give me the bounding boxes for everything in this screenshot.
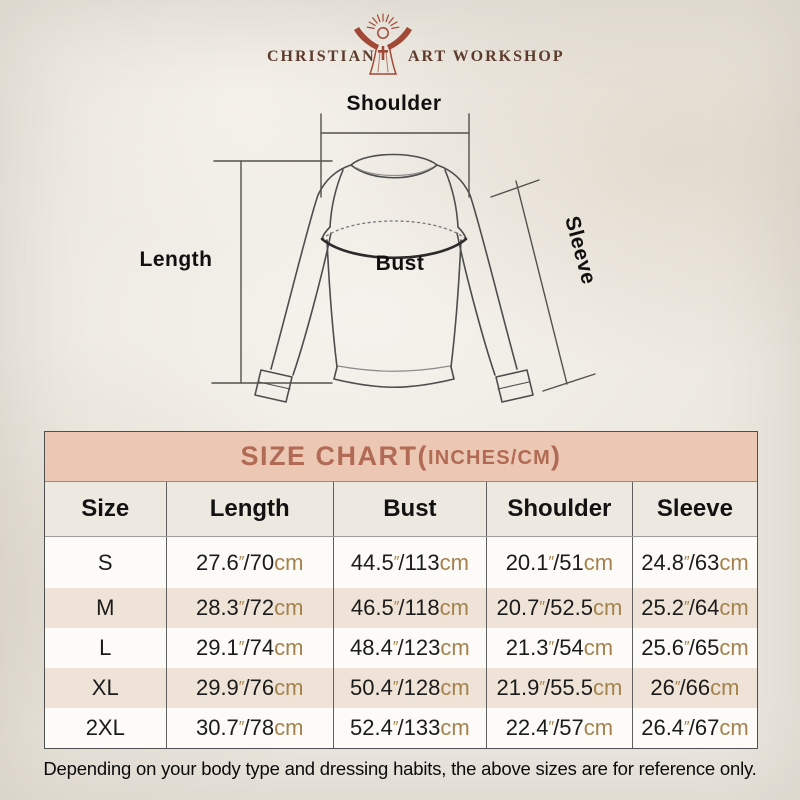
cm-label: cm <box>440 635 470 660</box>
size-chart-table-element <box>45 482 757 748</box>
inches-value: 20.7 <box>496 595 540 620</box>
diagram-label-shoulder: Shoulder <box>346 92 442 115</box>
cm-label: cm <box>439 549 469 575</box>
inch-mark: ″ <box>392 679 398 696</box>
measurement-cell <box>486 588 632 628</box>
inches-value: 25.6 <box>641 635 685 660</box>
cm-value: /65 <box>688 635 720 660</box>
measurement-cell <box>486 628 632 668</box>
table-row <box>45 537 757 589</box>
measurement-cell <box>333 628 486 668</box>
cm-label: cm <box>592 595 623 620</box>
inch-mark: ″ <box>238 599 244 616</box>
cm-value: /52.5 <box>544 595 593 620</box>
christ-logo-icon <box>354 14 412 74</box>
left-body-side <box>327 240 337 367</box>
inches-value: 21.3 <box>505 635 549 660</box>
table-row <box>45 628 757 668</box>
inches-value: 52.4 <box>350 715 393 740</box>
inch-mark: ″ <box>684 719 689 736</box>
diagram-label-sleeve: Sleeve <box>560 213 601 287</box>
collar-outer-top <box>351 155 437 166</box>
measurement-cell <box>166 588 333 628</box>
inches-value: 29.9 <box>195 675 239 700</box>
cm-label: cm <box>583 549 614 575</box>
inches-value: 26 <box>650 675 675 700</box>
inch-mark: ″ <box>392 719 398 736</box>
sleeve-measure-line <box>516 181 567 384</box>
measurement-cell <box>632 588 757 628</box>
inch-mark: ″ <box>548 639 554 656</box>
inch-mark: ″ <box>238 679 244 696</box>
left-sleeve-outer <box>271 165 351 369</box>
cm-value: /63 <box>688 549 720 575</box>
cm-value: /57 <box>553 715 584 740</box>
size-cell: XL <box>91 675 119 700</box>
inch-mark: ″ <box>674 679 680 696</box>
cm-label: cm <box>274 635 304 660</box>
inch-mark: ″ <box>548 553 554 571</box>
measurement-cell <box>333 708 486 748</box>
inches-value: 44.5 <box>350 549 394 575</box>
cm-value: /72 <box>243 595 275 620</box>
cm-value: /113 <box>398 549 440 575</box>
sweater-outline <box>255 155 533 403</box>
inch-mark: ″ <box>548 719 554 736</box>
inch-mark: ″ <box>684 553 689 571</box>
bust-line-dashed <box>322 221 466 239</box>
size-cell: L <box>99 635 112 660</box>
measurement-cell <box>486 708 632 748</box>
table-row <box>45 588 757 628</box>
table-row <box>45 668 757 708</box>
measurement-cell <box>166 537 333 589</box>
size-cell: S <box>97 549 113 575</box>
inch-mark: ″ <box>393 553 399 571</box>
sleeve-tick-bottom <box>543 374 595 391</box>
inch-mark: ″ <box>539 599 545 616</box>
measurement-cell <box>333 668 486 708</box>
table-header-row <box>45 482 757 537</box>
measurement-cell <box>632 668 757 708</box>
cm-value: /54 <box>553 635 584 660</box>
table-row <box>45 708 757 748</box>
right-raglan-seam <box>445 170 458 227</box>
size-table-body <box>45 537 757 749</box>
size-chart-title-main: SIZE CHART( <box>240 441 428 471</box>
cm-value: /51 <box>553 549 584 575</box>
inches-value: 21.9 <box>496 675 540 700</box>
right-sleeve-outer <box>437 165 517 369</box>
inch-mark: ″ <box>238 553 244 571</box>
inches-value: 30.7 <box>195 715 239 740</box>
cm-label: cm <box>719 595 749 620</box>
brand-name-left: CHRISTIAN <box>267 48 376 65</box>
measurement-cell <box>632 628 757 668</box>
inches-value: 22.4 <box>505 715 549 740</box>
column-header-length: Length <box>166 482 333 537</box>
sun-rays-icon <box>367 14 399 28</box>
column-header-shoulder: Shoulder <box>486 482 632 537</box>
inches-value: 20.1 <box>505 549 549 575</box>
diagram-label-bust: Bust <box>375 252 425 275</box>
right-sleeve-inner <box>457 233 495 375</box>
size-chart-table <box>44 431 758 749</box>
inches-value: 25.2 <box>641 595 685 620</box>
right-cuff <box>496 370 533 402</box>
left-sleeve-inner <box>293 233 331 375</box>
inch-mark: ″ <box>684 639 689 656</box>
size-chart-title-units: INCHES/CM <box>427 446 552 469</box>
cm-label: cm <box>439 595 469 620</box>
inch-mark: ″ <box>238 719 244 736</box>
inches-value: 50.4 <box>350 675 393 700</box>
cm-value: /55.5 <box>544 675 593 700</box>
inches-value: 27.6 <box>195 549 239 575</box>
right-body-side <box>451 240 461 367</box>
cm-label: cm <box>592 675 623 700</box>
cm-label: cm <box>583 715 614 740</box>
hem-rib-top <box>338 366 450 371</box>
cm-label: cm <box>719 715 749 740</box>
brand-name-right: ART WORKSHOP <box>408 48 565 65</box>
sleeve-tick-top <box>491 180 539 197</box>
cm-value: /78 <box>243 715 275 740</box>
cm-value: /123 <box>397 635 441 660</box>
cm-label: cm <box>274 715 304 740</box>
cm-value: /67 <box>688 715 720 740</box>
inch-mark: ″ <box>393 599 399 616</box>
cm-label: cm <box>274 595 304 620</box>
left-cuff <box>255 370 292 402</box>
column-header-bust: Bust <box>333 482 486 537</box>
right-arm-icon <box>387 27 412 50</box>
head-icon <box>378 28 388 38</box>
cm-label: cm <box>710 675 740 700</box>
cm-value: /64 <box>688 595 720 620</box>
measurement-cell <box>166 708 333 748</box>
cm-label: cm <box>440 715 470 740</box>
measurement-cell <box>632 708 757 748</box>
cm-label: cm <box>274 675 304 700</box>
column-header-size: Size <box>45 482 166 537</box>
right-cuff-rib <box>498 382 529 389</box>
left-armpit <box>322 227 330 239</box>
disclaimer-note: Depending on your body type and dressing habits, the above sizes are for reference only. <box>43 758 757 779</box>
inch-mark: ″ <box>392 639 398 656</box>
cm-value: /66 <box>679 675 711 700</box>
cm-label: cm <box>274 549 304 575</box>
cm-value: /70 <box>243 549 275 575</box>
inches-value: 24.8 <box>641 549 685 575</box>
inch-mark: ″ <box>238 639 244 656</box>
measurement-cell <box>486 537 632 589</box>
cm-value: /128 <box>397 675 441 700</box>
hem-bottom <box>334 367 454 387</box>
cm-value: /133 <box>397 715 441 740</box>
size-table-header <box>45 482 757 537</box>
inches-value: 48.4 <box>350 635 393 660</box>
size-chart-title-close: ) <box>551 441 562 471</box>
measurement-cell <box>333 588 486 628</box>
inches-value: 29.1 <box>195 635 239 660</box>
measurement-cell <box>632 537 757 589</box>
cm-value: /118 <box>398 595 440 620</box>
measurement-cell <box>166 628 333 668</box>
cm-value: /74 <box>243 635 275 660</box>
inches-value: 46.5 <box>350 595 394 620</box>
size-cell: 2XL <box>85 715 125 740</box>
size-cell: M <box>96 595 115 620</box>
cm-value: /76 <box>243 675 275 700</box>
cm-label: cm <box>719 549 749 575</box>
column-header-sleeve: Sleeve <box>632 482 757 537</box>
inch-mark: ″ <box>539 679 545 696</box>
cm-label: cm <box>440 675 470 700</box>
inch-mark: ″ <box>684 599 689 616</box>
measurement-cell <box>486 668 632 708</box>
left-raglan-seam <box>330 170 343 227</box>
inches-value: 28.3 <box>195 595 239 620</box>
cm-label: cm <box>583 635 614 660</box>
diagram-label-length: Length <box>139 248 213 271</box>
measurement-cell <box>166 668 333 708</box>
size-chart-title <box>45 432 757 482</box>
measurement-cell <box>333 537 486 589</box>
cm-label: cm <box>719 635 749 660</box>
right-armpit <box>458 227 466 239</box>
inches-value: 26.4 <box>641 715 685 740</box>
left-arm-icon <box>354 27 379 50</box>
